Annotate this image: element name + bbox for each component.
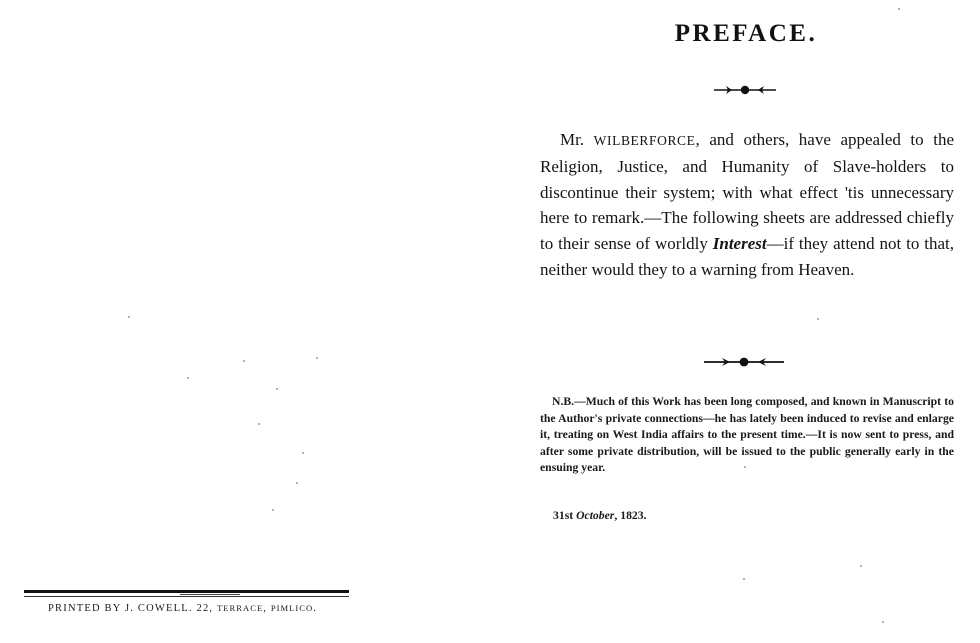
paper-speck xyxy=(817,318,819,320)
imprint-separator: , xyxy=(263,603,271,614)
right-page xyxy=(480,0,980,643)
imprint-thin-rule xyxy=(24,596,349,597)
preface-title: PREFACE. xyxy=(674,20,818,47)
imprint-terrace: TERRACE xyxy=(217,603,264,613)
printer-imprint xyxy=(48,603,317,614)
imprint-printed-by: PRINTED BY J. COWELL. 22, xyxy=(48,603,218,614)
paper-speck xyxy=(187,377,189,379)
paper-speck xyxy=(316,357,318,359)
paper-speck xyxy=(258,423,260,425)
paper-speck xyxy=(272,509,274,511)
paper-speck xyxy=(860,565,862,567)
paper-speck xyxy=(302,452,304,454)
date-year: , 1823. xyxy=(614,509,647,522)
paragraph-name: WILBERFORCE xyxy=(593,133,696,148)
nota-bene-note xyxy=(540,394,954,477)
ornament-divider-top xyxy=(712,82,778,98)
preface-paragraph xyxy=(540,127,954,283)
paper-speck xyxy=(296,482,298,484)
left-page xyxy=(0,0,480,643)
imprint-end: . xyxy=(313,603,318,614)
paper-speck xyxy=(243,360,245,362)
preface-date xyxy=(553,509,647,522)
imprint-short-rule xyxy=(180,594,240,595)
date-month: October xyxy=(576,509,615,522)
paragraph-mr: Mr. xyxy=(560,130,594,149)
paper-speck xyxy=(882,621,884,623)
paragraph-text-part1: , and others, have appealed to the Religion, Justice, and Humanity of Slave-holders to discontinue their system; with what effect 'tis unnecessary here to remark.—The following sheets are addressed chiefly to their sense of worldly xyxy=(540,130,954,254)
paper-speck xyxy=(898,8,900,10)
note-text: N.B.—Much of this Work has been long composed, and known in Manuscript to the Author's private connections—he has lately been induced to revise and enlarge it, treating on West India affairs to the present time.—It is now sent to press, and after some private distribution, will be issued to the public generally early in the ensuing year. xyxy=(540,395,954,475)
paper-speck xyxy=(743,578,745,580)
paragraph-text-part2: —if they attend not to that, neither would they to a warning from Heaven. xyxy=(540,234,954,279)
imprint-pimlico: PIMLICO xyxy=(270,603,314,613)
paper-speck xyxy=(128,316,130,318)
imprint-thick-rule xyxy=(24,590,349,593)
paper-speck xyxy=(276,388,278,390)
date-day: 31st xyxy=(553,509,577,522)
ornament-divider-bottom xyxy=(702,353,786,371)
paragraph-emphasis: Interest xyxy=(712,234,767,254)
